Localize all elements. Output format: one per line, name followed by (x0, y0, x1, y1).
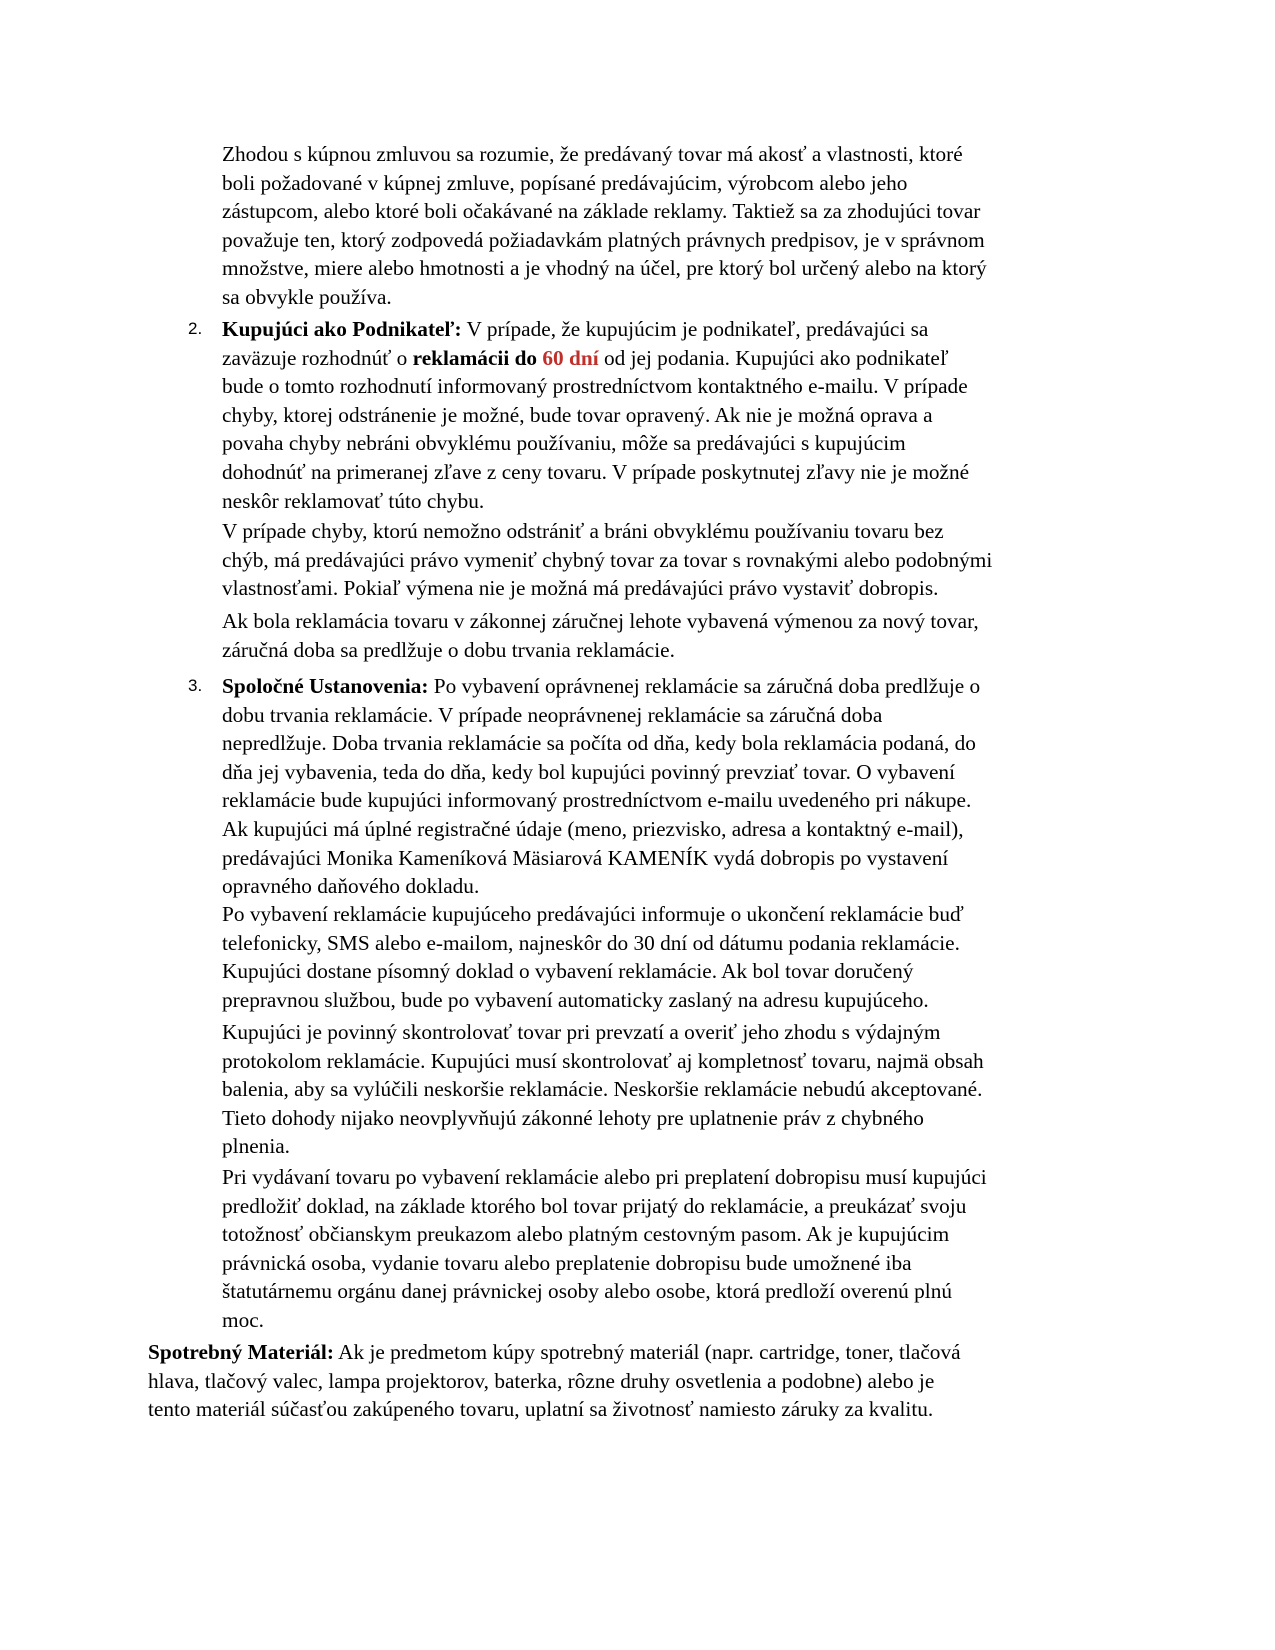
text-line: množstve, miere alebo hmotnosti a je vhodný na účel, pre ktorý bol určený alebo na ktorý (222, 256, 987, 281)
pickup-paragraph (222, 1163, 1142, 1335)
text-line: bude o tomto rozhodnutí informovaný prostredníctvom kontaktného e-mailu. V prípade (222, 374, 968, 399)
warranty-extension-paragraph (222, 607, 1142, 664)
text-line: Kupujúci dostane písomný doklad o vybavení reklamácie. Ak bol tovar doručený (222, 959, 914, 984)
consumables-paragraph (148, 1338, 1148, 1424)
list-item-business-buyer (222, 315, 1142, 515)
text-line: hlava, tlačový valec, lampa projektorov, baterka, rôzne druhy osvetlenia a podobne) alebo je (148, 1368, 935, 1393)
item-heading: Kupujúci ako Podnikateľ: (222, 317, 462, 341)
text-line: predávajúci Monika Kameníková Mäsiarová KAMENÍK vydá dobropis po vystavení (222, 845, 949, 870)
text-line: chyby, ktorej odstránenie je možné, bude tovar opravený. Ak nie je možná oprava a (222, 402, 933, 427)
text-line: boli požadované v kúpnej zmluve, popísané predávajúcim, výrobcom alebo jeho (222, 170, 908, 195)
notification-paragraph (222, 900, 1142, 1014)
bold-span: reklamácii do (412, 345, 543, 370)
text-line: predložiť doklad, na základe ktorého bol tovar prijatý do reklamácie, a preukázať svoju (222, 1193, 967, 1218)
text-line: tento materiál súčasťou zakúpeného tovaru, uplatní sa životnosť namiesto záruky za kvalitu. (148, 1397, 934, 1422)
text-line: právnická osoba, vydanie tovaru alebo preplatenie dobropisu bude umožnené iba (222, 1250, 912, 1275)
text-line: záručná doba sa predlžuje o dobu trvania reklamácie. (222, 637, 675, 662)
text-line: prepravnou službou, bude po vybavení automaticky zaslaný na adresu kupujúceho. (222, 987, 929, 1012)
text-line: protokolom reklamácie. Kupujúci musí skontrolovať aj kompletnosť tovaru, najmä obsah (222, 1048, 984, 1073)
text-line: dobu trvania reklamácie. V prípade neoprávnenej reklamácie sa záručná doba (222, 702, 883, 727)
list-number-3: 3. (188, 676, 203, 695)
text-line: Zhodou s kúpnou zmluvou sa rozumie, že predávaný tovar má akosť a vlastnosti, ktoré (222, 142, 963, 166)
text-span: zaväzuje rozhodnúť o (222, 345, 413, 370)
text-line (222, 344, 1142, 373)
text-line: chýb, má predávajúci právo vymeniť chybný tovar za tovar s rovnakými alebo podobnými (222, 547, 993, 572)
text-line: plnenia. (222, 1134, 291, 1159)
text-line: štatutárnemu orgánu danej právnickej osoby alebo osobe, ktorá predloží overenú plnú (222, 1279, 952, 1304)
text-line: telefonicky, SMS alebo e-mailom, najneskôr do 30 dní od dátumu podania reklamácie. (222, 930, 960, 955)
text-line: balenia, aby sa vylúčili neskoršie reklamácie. Neskoršie reklamácie nebudú akceptované. (222, 1077, 983, 1102)
text-line (222, 315, 1142, 344)
text-span: Po vybavení oprávnenej reklamácie sa záručná doba predlžuje o (428, 674, 981, 698)
text-line: Po vybavení reklamácie kupujúceho predávajúci informuje o ukončení reklamácie buď (222, 902, 964, 926)
text-line: Pri vydávaní tovaru po vybavení reklamácie alebo pri preplatení dobropisu musí kupujúci (222, 1165, 987, 1189)
list-number-2: 2. (188, 319, 203, 338)
text-line: Tieto dohody nijako neovplyvňujú zákonné lehoty pre uplatnenie práv z chybného (222, 1105, 924, 1130)
text-line: V prípade chyby, ktorú nemožno odstrániť a bráni obvyklému používaniu tovaru bez (222, 519, 944, 543)
text-line: opravného daňového dokladu. (222, 874, 480, 899)
text-line (222, 672, 1142, 701)
text-line (148, 1338, 1148, 1367)
text-span: od jej podania. Kupujúci ako podnikateľ (598, 345, 949, 370)
text-line: Kupujúci je povinný skontrolovať tovar pri prevzatí a overiť jeho zhodu s výdajným (222, 1020, 941, 1044)
text-line: Ak bola reklamácia tovaru v zákonnej záručnej lehote vybavená výmenou za nový tovar, (222, 609, 979, 633)
conformity-paragraph (222, 140, 1142, 312)
text-line: neskôr reklamovať túto chybu. (222, 488, 485, 513)
list-item-common-provisions (222, 672, 1142, 901)
exchange-paragraph (222, 517, 1142, 603)
section-heading: Spotrebný Materiál: (148, 1340, 334, 1364)
text-line: považuje ten, ktorý zodpovedá požiadavkám platných právnych predpisov, je v správnom (222, 227, 985, 252)
text-span: V prípade, že kupujúcim je podnikateľ, predávajúci sa (461, 317, 929, 341)
highlight-deadline: 60 dní (542, 345, 599, 370)
text-line: dohodnúť na primeranej zľave z ceny tovaru. V prípade poskytnutej zľavy nie je možné (222, 459, 970, 484)
text-line: dňa jej vybavenia, teda do dňa, kedy bol kupujúci povinný prevziať tovar. O vybavení (222, 759, 955, 784)
text-line: reklamácie bude kupujúci informovaný prostredníctvom e-mailu uvedeného pri nákupe. (222, 788, 972, 813)
text-line: nepredlžuje. Doba trvania reklamácie sa počíta od dňa, kedy bola reklamácia podaná, do (222, 731, 976, 756)
text-line: sa obvykle používa. (222, 284, 392, 309)
text-line: Ak kupujúci má úplné registračné údaje (meno, priezvisko, adresa a kontaktný e-mail), (222, 816, 964, 841)
text-line: povaha chyby nebráni obvyklému používaniu, môže sa predávajúci s kupujúcim (222, 431, 906, 456)
text-line: moc. (222, 1307, 264, 1332)
inspection-paragraph (222, 1018, 1142, 1161)
text-line: zástupcom, alebo ktoré boli očakávané na základe reklamy. Taktiež sa za zhodujúci tovar (222, 199, 981, 224)
text-line: vlastnosťami. Pokiaľ výmena nie je možná má predávajúci právo vystaviť dobropis. (222, 576, 939, 601)
item-heading: Spoločné Ustanovenia: (222, 674, 429, 698)
text-span: Ak je predmetom kúpy spotrebný materiál (napr. cartridge, toner, tlačová (333, 1340, 961, 1364)
text-line: totožnosť občianskym preukazom alebo platným cestovným pasom. Ak je kupujúcim (222, 1222, 950, 1247)
